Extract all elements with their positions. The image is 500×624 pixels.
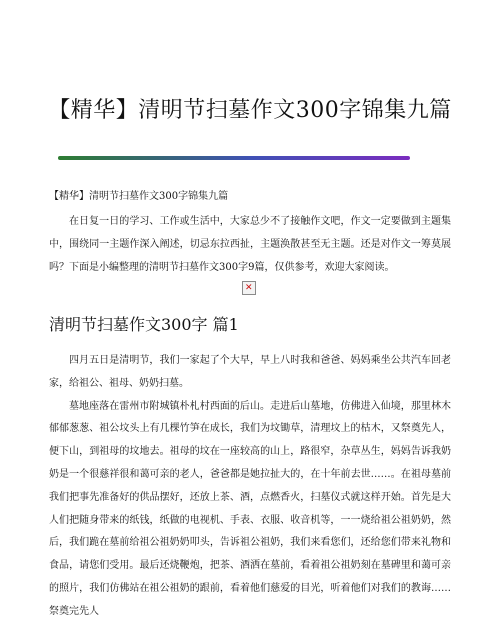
title-divider [58, 156, 410, 160]
intro-paragraph: 在日复一日的学习、工作或生活中，大家总少不了接触作文吧，作文一定要做到主题集中，围绕同一主题作深入阐述，切忌东拉西扯，主题涣散甚至无主题。还是对作文一筹莫展吗？下面是小编整理的清明节扫墓作文300字9篇，仅供参考，欢迎大家阅读。 [49, 216, 451, 273]
body-paragraph: 墓地座落在雷州市附城镇朴札村西面的后山。走进后山墓地，仿佛进入仙境，那里林木郁郁葱葱、祖公坟头上有几棵竹笋在成长，我们为坟锄草，清理坟上的枯木，又祭奠先人，便下山，到祖母的坟地去。祖母的坟在一座较高的山上，路很窄，杂草丛生，妈妈告诉我奶奶是一个很慈祥很和蔼可亲的老人，爸爸都是她拉扯大的，在十年前去世……。在祖母墓前我们把事先准备好的供品摆好，还放上茶、酒，点燃香火，扫墓仪式就这样开始。首先是大人们把随身带来的纸钱，纸做的电视机、手表、衣服、收音机等，一一烧给祖公祖奶奶，然后，我们跪在墓前给祖公祖奶奶叩头，告诉祖公祖奶，我们来看您们，还给您们带来礼物和食品，请您们受用。最后还烧鞭炮，把茶、酒洒在墓前，看着祖公祖奶刻在墓碑里和蔼可亲的照片，我们仿佛站在祖公祖奶的跟前，看着他们慈爱的目光，听着他们对我们的教诲……祭奠完先人 [49, 400, 451, 617]
broken-image-icon: ✕ [242, 281, 256, 295]
document-title: 【精华】清明节扫墓作文300字锦集九篇 [48, 98, 452, 123]
section-heading: 清明节扫墓作文300字 篇1 [49, 315, 239, 334]
body-paragraph: 四月五日是清明节，我们一家起了个大早，早上八时我和爸爸、妈妈乘坐公共汽车回老家，给祖公、祖母、奶奶扫墓。 [49, 355, 451, 389]
section-body [49, 350, 451, 624]
lead-line: 【精华】清明节扫墓作文300字锦集九篇 [49, 191, 229, 202]
